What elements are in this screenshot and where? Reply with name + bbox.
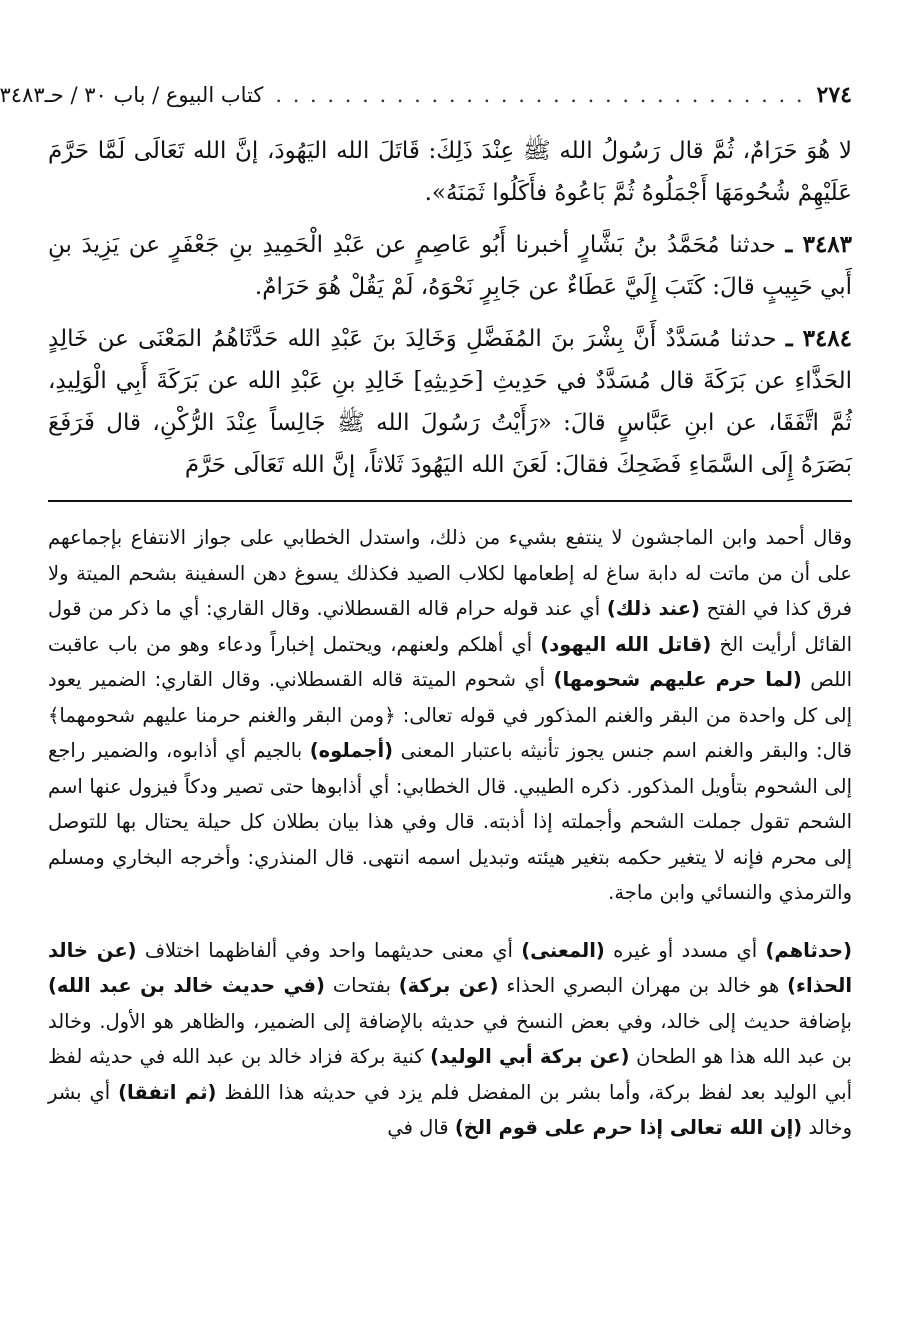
- commentary-term: (عند ذلك): [606, 597, 700, 620]
- commentary-text: كنية بركة فزاد خالد بن عبد الله في حديثه لفظ أبي الوليد بعد لفظ بركة، وأما بشر بن المفضل فلم يزد في حديثه هذا اللفظ: [48, 1045, 853, 1104]
- commentary-term: (عن بركة): [398, 974, 499, 997]
- hadith-number: ٣٤٨٣ ـ: [785, 231, 853, 258]
- hadith-number: ٣٤٨٤ ـ: [785, 325, 853, 352]
- main-paragraph: [48, 318, 852, 486]
- commentary-term: (المعنى): [521, 938, 605, 962]
- commentary-term: (إن الله تعالى إذا حرم على قوم الخ): [454, 1116, 803, 1139]
- commentary-term: (ثم اتفقا): [118, 1080, 217, 1104]
- commentary-term: (قاتل الله اليهود): [540, 632, 712, 656]
- commentary-text: هو خالد بن مهران البصري الحذاء: [506, 974, 780, 997]
- page-number: ٢٧٤: [816, 82, 852, 108]
- commentary-term: (أجملوه): [309, 739, 394, 762]
- commentary-term: (لما حرم عليهم شحومها): [553, 668, 802, 691]
- main-paragraph: [48, 224, 852, 308]
- commentary-text: قال في: [387, 1116, 449, 1139]
- commentary-paragraph: [48, 933, 852, 1146]
- commentary-text: أي معنى حديثهما واحد وفي ألفاظهما اختلاف: [144, 938, 513, 962]
- commentary-text: أي عند قوله حرام قاله القسطلاني. وقال القاري: أي ما ذكر من قول القائل أرأيت الخ: [48, 597, 853, 656]
- hadith-text: حدثنا مُحَمَّدُ بنُ بَشَّارٍ أخبرنا أَبُو عَاصِمٍ عن عَبْدِ الْحَمِيدِ بنِ جَعْفَرٍ عن يَزِيدَ بنِ أَبي حَبِيبٍ قالَ: كَتَبَ إِلَيَّ عَطَاءٌ عن جَابِرٍ نَحْوَهُ، لَمْ يَقُلْ هُوَ حَرَامٌ.: [48, 232, 852, 300]
- commentary-term: (في حديث خالد بن عبد الله): [48, 974, 325, 997]
- leader-dots: . . . . . . . . . . . . . . . . . . . . . . . . . . . . . . .: [275, 83, 805, 107]
- footnote-divider: [48, 500, 852, 502]
- commentary-text: بفتحات: [332, 974, 391, 997]
- main-paragraph: [48, 130, 852, 214]
- commentary-text: بالجيم أي أذابوه، والضمير راجع إلى الشحوم بتأويل المذكور. ذكره الطيبي. قال الخطابي: أي أذابوها حتى تصير ودكاً فيزول عنها اسم الشحم تقول جملت الشحم وأجملته إذا أذبته. قال وفي هذا بيان بطلان كل حيلة يحتال بها للتوصل إلى محرم فإنه لا يتغير حكمه بتغير هيئته وتبديل اسمه انتهى. قال المنذري: وأخرجه البخاري ومسلم والترمذي والنسائي وابن ماجة.: [48, 739, 852, 904]
- hadith-text: لا هُوَ حَرَامٌ، ثُمَّ قال رَسُولُ الله ﷺ عِنْدَ ذَلِكَ: قَاتَلَ الله اليَهُودَ، إنَّ الله تَعَالَى لَمَّا حَرَّمَ عَلَيْهِمْ شُحُومَهَا أَجْمَلُوهُ ثُمَّ بَاعُوهُ فأَكَلُوا ثَمَنَهُ».: [48, 138, 852, 206]
- hadith-text: حدثنا مُسَدَّدٌ أَنَّ بِشْرَ بنَ المُفَضَّلِ وَخَالِدَ بنَ عَبْدِ الله حَدَّثَاهُمُ المَعْنَى عن خَالِدٍ الحَذَّاءِ عن بَرَكَةَ قال مُسَدَّدٌ في حَدِيثِ [حَدِيثِهِ] خَالِدِ بنِ عَبْدِ الله عن بَرَكَةَ أَبِي الْوَلِيدِ، ثُمَّ اتَّفَقَا، عن ابنِ عَبَّاسٍ قالَ: «رَأَيْتُ رَسُولَ الله ﷺ جَالِساً عِنْدَ الرُّكْنِ، قال فَرَفَعَ بَصَرَهُ إِلَى السَّمَاءِ فَضَحِكَ فقالَ: لَعَنَ الله اليَهُودَ ثَلاثاً، إنَّ الله تَعَالَى حَرَّمَ: [48, 326, 852, 478]
- commentary-term: (عن بركة أبي الوليد): [430, 1045, 630, 1068]
- commentary-paragraph: [48, 520, 852, 911]
- commentary-term: (عن خالد الحذاء): [48, 938, 853, 997]
- commentary: [48, 520, 852, 1146]
- running-title: كتاب البيوع / باب ٣٠ / حـ٣٤٨٣: [0, 83, 264, 107]
- commentary-term: (حدثاهم): [765, 938, 853, 962]
- commentary-text: أي أهلكم ولعنهم، ويحتمل إخباراً ودعاء وهو من باب عاقبت اللص: [48, 632, 853, 691]
- commentary-text: أي بشر وخالد: [48, 1080, 852, 1139]
- main-text: [48, 130, 852, 486]
- page-header: [0, 82, 852, 122]
- commentary-text: أي مسدد أو غيره: [613, 938, 758, 962]
- commentary-text: وقال أحمد وابن الماجشون لا ينتفع بشيء من ذلك، واستدل الخطابي على جواز الانتفاع بإجماعهم على أن من ماتت له دابة ساغ له إطعامها لكلاب الصيد فكذلك يسوغ دهن السفينة بشحم الميتة ولا فرق كذا في الفتح: [48, 526, 853, 620]
- commentary-text: بإضافة حديث إلى خالد، وفي بعض النسخ في حديثه بالإضافة إلى الضمير، والظاهر هو الأول. وخالد بن عبد الله هذا هو الطحان: [48, 1009, 852, 1068]
- commentary-text: أي شحوم الميتة قاله القسطلاني. وقال القاري: الضمير يعود إلى كل واحدة من البقر والغنم المذكور في قوله تعالى: ﴿ومن البقر والغنم حرمنا عليهم شحومهما﴾ قال: والبقر والغنم اسم جنس يجوز تأنيثه باعتبار المعنى: [48, 668, 852, 762]
